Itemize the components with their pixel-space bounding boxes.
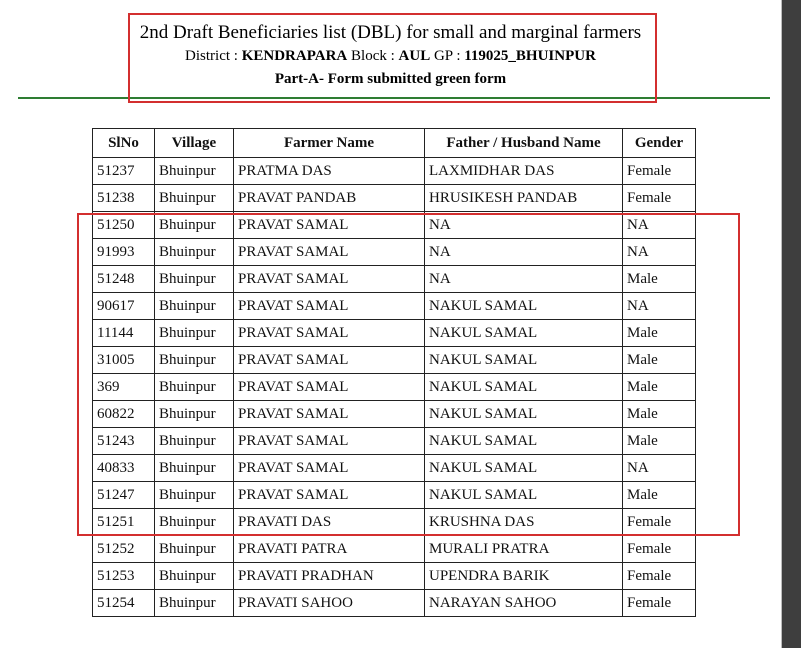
cell-gender: NA: [623, 239, 696, 266]
cell-father-name: NAKUL SAMAL: [425, 455, 623, 482]
cell-slno: 51243: [93, 428, 155, 455]
cell-slno: 51253: [93, 563, 155, 590]
cell-father-name: NAKUL SAMAL: [425, 374, 623, 401]
cell-farmer-name: PRAVATI DAS: [234, 509, 425, 536]
cell-slno: 60822: [93, 401, 155, 428]
cell-father-name: NARAYAN SAHOO: [425, 590, 623, 617]
cell-father-name: NAKUL SAMAL: [425, 401, 623, 428]
cell-slno: 51250: [93, 212, 155, 239]
viewer-background-edge: [782, 0, 801, 648]
cell-slno: 51248: [93, 266, 155, 293]
gp-label: GP :: [433, 48, 461, 64]
cell-gender: NA: [623, 212, 696, 239]
cell-village: Bhuinpur: [155, 266, 234, 293]
cell-farmer-name: PRAVAT SAMAL: [234, 374, 425, 401]
cell-village: Bhuinpur: [155, 320, 234, 347]
cell-farmer-name: PRAVAT SAMAL: [234, 455, 425, 482]
cell-father-name: LAXMIDHAR DAS: [425, 158, 623, 185]
district-value: KENDRAPARA: [241, 48, 348, 64]
cell-gender: Male: [623, 374, 696, 401]
gp-value: 119025_BHUINPUR: [464, 48, 596, 64]
table-row: [93, 158, 696, 185]
rows-highlight-box: [77, 213, 740, 536]
cell-slno: 51238: [93, 185, 155, 212]
cell-farmer-name: PRAVAT SAMAL: [234, 293, 425, 320]
block-value: AUL: [398, 48, 431, 64]
cell-gender: Male: [623, 266, 696, 293]
cell-gender: Male: [623, 320, 696, 347]
cell-slno: 51237: [93, 158, 155, 185]
cell-slno: 369: [93, 374, 155, 401]
cell-farmer-name: PRAVAT PANDAB: [234, 185, 425, 212]
table-row: [93, 563, 696, 590]
cell-slno: 40833: [93, 455, 155, 482]
cell-slno: 90617: [93, 293, 155, 320]
column-header-village: Village: [155, 129, 234, 158]
district-label: District :: [185, 48, 238, 64]
cell-village: Bhuinpur: [155, 185, 234, 212]
table-row: [93, 185, 696, 212]
cell-gender: Male: [623, 428, 696, 455]
cell-father-name: NAKUL SAMAL: [425, 347, 623, 374]
cell-gender: NA: [623, 455, 696, 482]
document-title: 2nd Draft Beneficiaries list (DBL) for small and marginal farmers: [139, 22, 642, 43]
cell-farmer-name: PRAVATI PATRA: [234, 536, 425, 563]
cell-father-name: NAKUL SAMAL: [425, 482, 623, 509]
part-heading: Part-A- Form submitted green form: [274, 71, 507, 87]
cell-farmer-name: PRAVAT SAMAL: [234, 212, 425, 239]
cell-father-name: HRUSIKESH PANDAB: [425, 185, 623, 212]
cell-gender: Female: [623, 158, 696, 185]
cell-gender: Male: [623, 347, 696, 374]
cell-father-name: NA: [425, 212, 623, 239]
cell-gender: Male: [623, 401, 696, 428]
cell-slno: 51247: [93, 482, 155, 509]
column-header-slno: SlNo: [93, 129, 155, 158]
cell-farmer-name: PRAVATI SAHOO: [234, 590, 425, 617]
cell-farmer-name: PRAVAT SAMAL: [234, 239, 425, 266]
cell-village: Bhuinpur: [155, 536, 234, 563]
cell-village: Bhuinpur: [155, 401, 234, 428]
block-label: Block :: [351, 48, 395, 64]
header-highlight-box: [128, 13, 657, 103]
cell-village: Bhuinpur: [155, 374, 234, 401]
cell-slno: 51252: [93, 536, 155, 563]
cell-village: Bhuinpur: [155, 158, 234, 185]
cell-village: Bhuinpur: [155, 563, 234, 590]
cell-village: Bhuinpur: [155, 590, 234, 617]
cell-gender: Female: [623, 563, 696, 590]
cell-farmer-name: PRAVAT SAMAL: [234, 320, 425, 347]
cell-gender: Female: [623, 509, 696, 536]
cell-father-name: NAKUL SAMAL: [425, 293, 623, 320]
cell-village: Bhuinpur: [155, 239, 234, 266]
cell-gender: Female: [623, 536, 696, 563]
cell-father-name: MURALI PRATRA: [425, 536, 623, 563]
cell-farmer-name: PRAVAT SAMAL: [234, 428, 425, 455]
cell-father-name: NA: [425, 266, 623, 293]
cell-father-name: KRUSHNA DAS: [425, 509, 623, 536]
table-header-row: [93, 129, 696, 158]
cell-gender: Male: [623, 482, 696, 509]
cell-slno: 11144: [93, 320, 155, 347]
column-header-gender: Gender: [623, 129, 696, 158]
cell-father-name: UPENDRA BARIK: [425, 563, 623, 590]
cell-farmer-name: PRAVAT SAMAL: [234, 482, 425, 509]
cell-gender: Female: [623, 185, 696, 212]
cell-village: Bhuinpur: [155, 482, 234, 509]
cell-gender: Female: [623, 590, 696, 617]
table-row: [93, 590, 696, 617]
cell-village: Bhuinpur: [155, 509, 234, 536]
column-header-father-husband: Father / Husband Name: [425, 129, 623, 158]
cell-slno: 51251: [93, 509, 155, 536]
cell-gender: NA: [623, 293, 696, 320]
cell-farmer-name: PRATMA DAS: [234, 158, 425, 185]
cell-slno: 91993: [93, 239, 155, 266]
cell-father-name: NAKUL SAMAL: [425, 320, 623, 347]
cell-village: Bhuinpur: [155, 455, 234, 482]
table-row: [93, 536, 696, 563]
cell-farmer-name: PRAVAT SAMAL: [234, 401, 425, 428]
cell-farmer-name: PRAVAT SAMAL: [234, 347, 425, 374]
cell-village: Bhuinpur: [155, 428, 234, 455]
cell-village: Bhuinpur: [155, 212, 234, 239]
cell-slno: 31005: [93, 347, 155, 374]
cell-slno: 51254: [93, 590, 155, 617]
cell-farmer-name: PRAVATI PRADHAN: [234, 563, 425, 590]
cell-village: Bhuinpur: [155, 347, 234, 374]
cell-father-name: NAKUL SAMAL: [425, 428, 623, 455]
column-header-farmer-name: Farmer Name: [234, 129, 425, 158]
cell-father-name: NA: [425, 239, 623, 266]
cell-farmer-name: PRAVAT SAMAL: [234, 266, 425, 293]
cell-village: Bhuinpur: [155, 293, 234, 320]
